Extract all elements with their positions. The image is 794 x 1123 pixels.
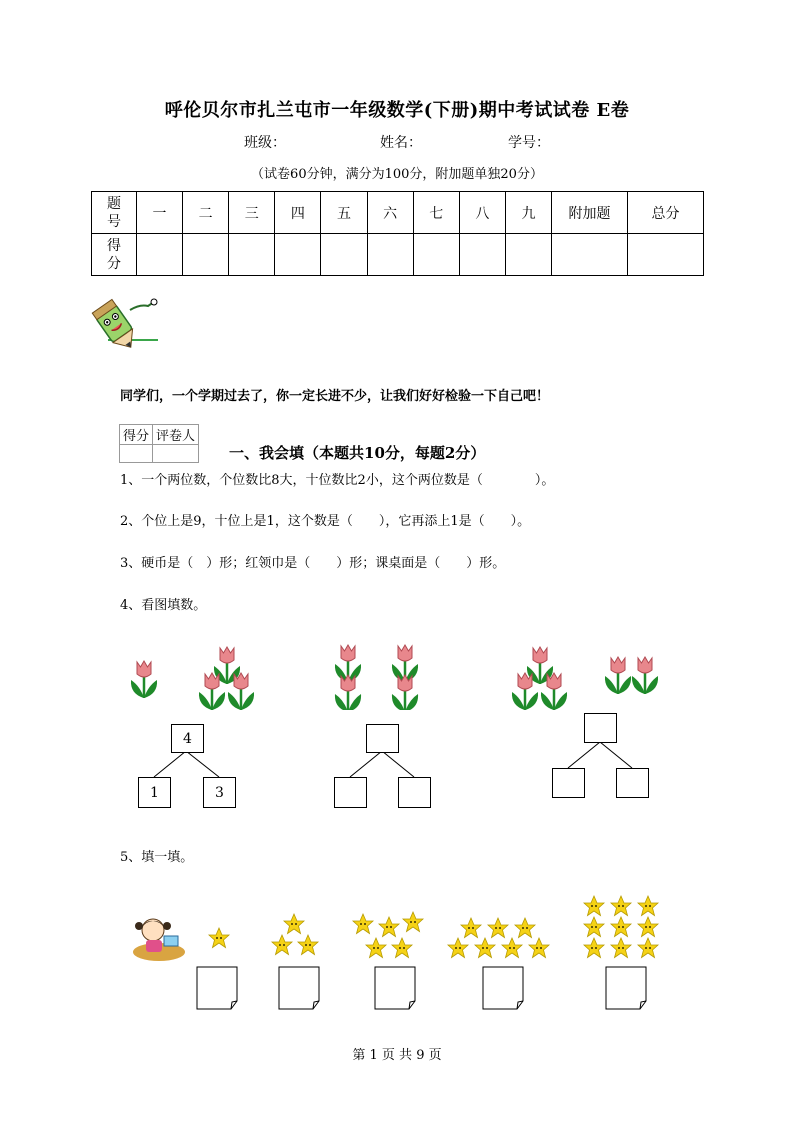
score-input-cell[interactable] [137,234,183,276]
score-input-cell[interactable] [183,234,229,276]
girl-reading-icon [133,919,185,961]
tree3-left-box[interactable] [552,768,585,798]
score-table [91,191,704,276]
tree2-left-box[interactable] [334,777,367,808]
intro-text: 同学们，一个学期过去了，你一定长进不少，让我们好好检验一下自己吧！ [120,389,550,404]
exam-note: （试卷60分钟，满分为100分，附加题单独20分） [251,167,543,182]
student-id-label: 学号： [508,135,550,151]
grader-reviewer-label: 评卷人 [153,425,199,445]
tree2-top-box[interactable] [366,724,399,753]
tree1-left-box: 1 [138,777,171,808]
col-cell: 三 [229,192,275,234]
score-input-cell[interactable] [367,234,413,276]
number-tree-lines [0,700,794,820]
page-title: 呼伦贝尔市扎兰屯市一年级数学(下册)期中考试试卷 E卷 [164,100,630,121]
page-footer: 第 1 页 共 9 页 [352,1048,442,1063]
grader-score-label: 得分 [120,425,153,445]
col-cell: 一 [137,192,183,234]
question-1: 1、一个两位数，个位数比8大，十位数比2小，这个两位数是（ ）。 [120,473,555,488]
answer-boxes [0,965,794,1015]
tree3-right-box[interactable] [616,768,649,798]
score-input-cell[interactable] [459,234,505,276]
col-cell: 五 [321,192,367,234]
col-cell: 六 [367,192,413,234]
name-label: 姓名： [380,135,422,151]
score-label-cell: 得分 [92,234,137,276]
score-input-cell[interactable] [505,234,551,276]
score-input-cell[interactable] [229,234,275,276]
score-input-cell[interactable] [552,234,628,276]
grader-score-cell[interactable] [120,445,153,463]
score-input-cell[interactable] [275,234,321,276]
tree1-right-box: 3 [203,777,236,808]
score-input-cell[interactable] [628,234,704,276]
tree2-right-box[interactable] [398,777,431,808]
question-2: 2、个位上是9，十位上是1，这个数是（ ），它再添上1是（ ）。 [120,514,531,529]
col-cell: 二 [183,192,229,234]
col-cell-bonus: 附加题 [552,192,628,234]
question-5: 5、填一填。 [120,850,194,865]
score-table-header-row [92,192,704,234]
grader-reviewer-cell[interactable] [153,445,199,463]
section-title: 一、我会填（本题共10分，每题2分） [229,444,486,462]
class-label: 班级： [244,135,286,151]
grader-table [119,424,199,463]
question-4: 4、看图填数。 [120,598,207,613]
col-cell: 九 [505,192,551,234]
score-input-cell[interactable] [321,234,367,276]
col-cell: 八 [459,192,505,234]
score-input-cell[interactable] [413,234,459,276]
tree1-top-box: 4 [171,724,204,753]
question-3: 3、硬币是（ ）形；红领巾是（ ）形；课桌面是（ ）形。 [120,556,506,571]
score-table-score-row [92,234,704,276]
header-label-cell: 题号 [92,192,137,234]
col-cell-total: 总分 [628,192,704,234]
pencil-mascot-icon [88,292,162,350]
col-cell: 七 [413,192,459,234]
tulip-illustration [0,630,794,710]
col-cell: 四 [275,192,321,234]
tree3-top-box[interactable] [584,713,617,743]
